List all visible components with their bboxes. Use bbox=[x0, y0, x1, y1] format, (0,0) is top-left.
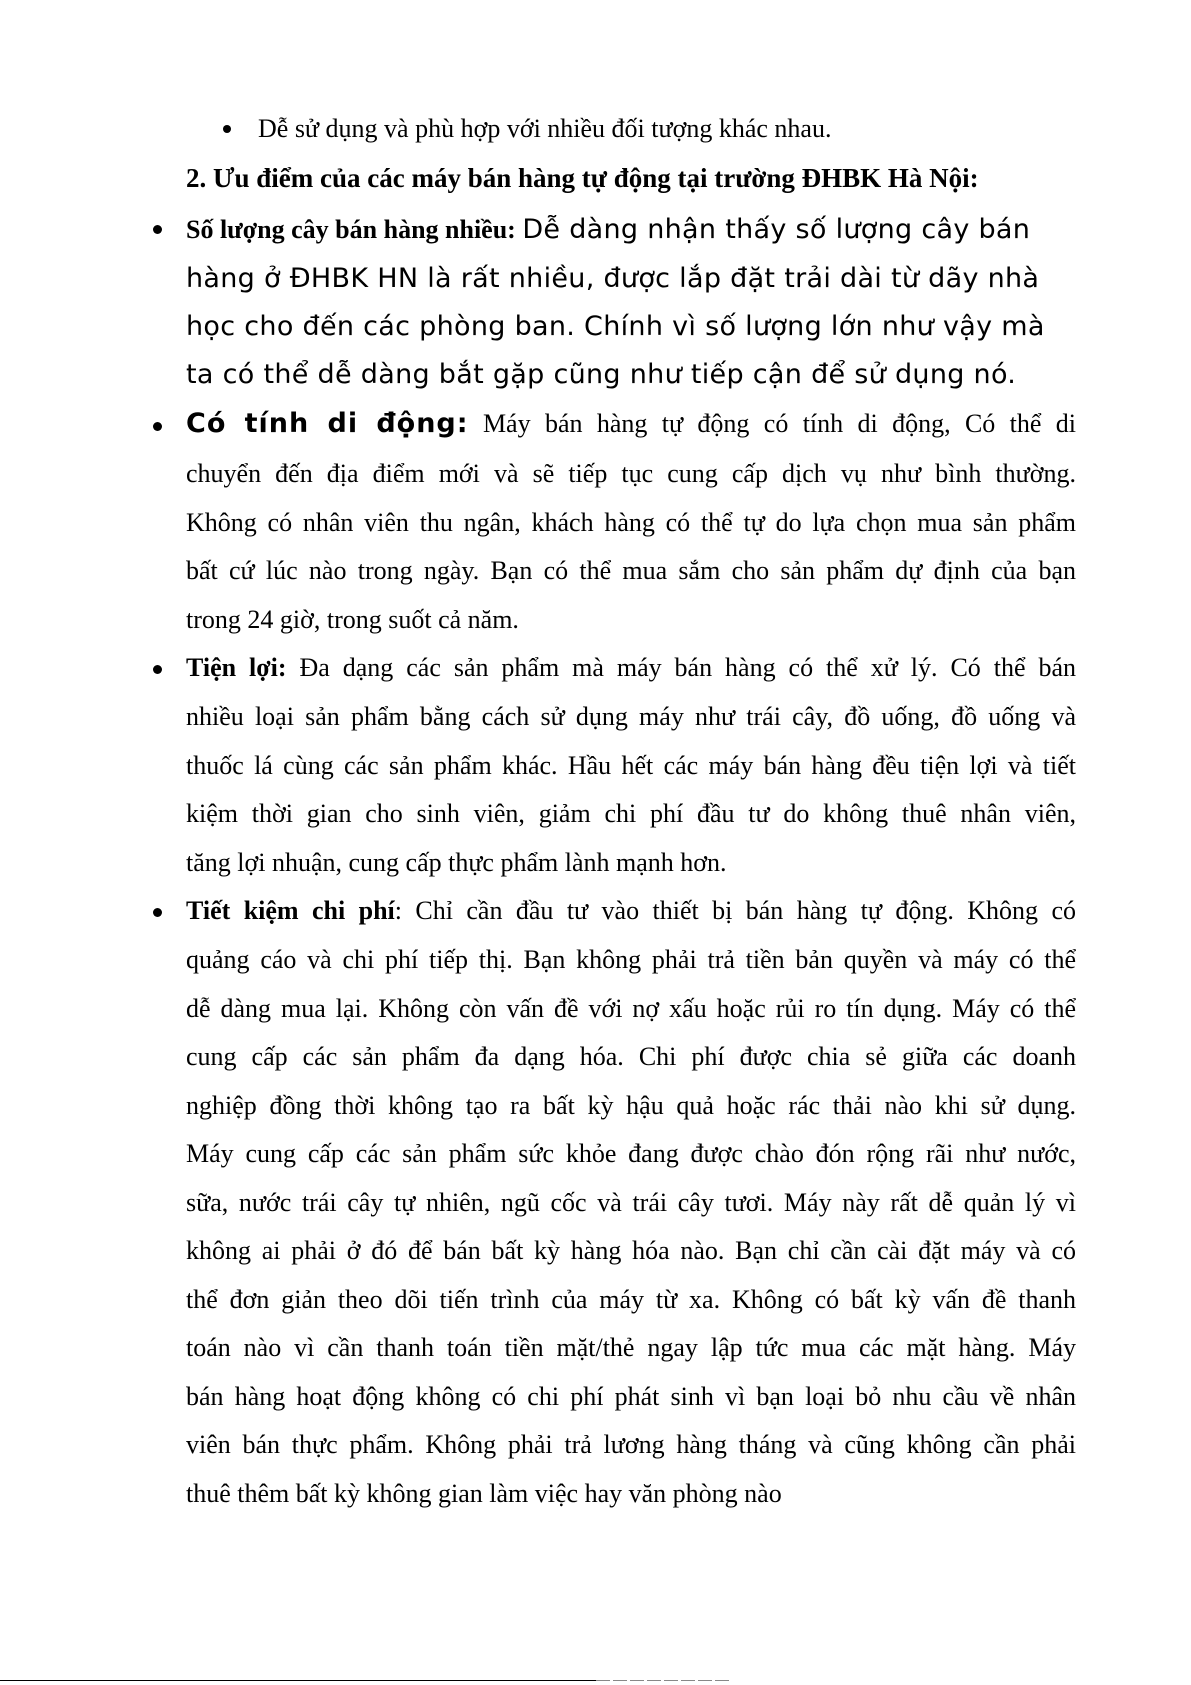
item-4-line-11: bán hàng hoạt động không có chi phí phát sinh vì bạn loại bỏ nhu cầu về nhân bbox=[186, 1382, 1076, 1411]
item-4-line-10: toán nào vì cần thanh toán tiền mặt/thẻ ngay lập tức mua các mặt hàng. Máy bbox=[186, 1333, 1076, 1362]
bullet-icon bbox=[223, 125, 231, 133]
page-bottom-dash bbox=[596, 1680, 731, 1681]
bullet-icon bbox=[153, 665, 162, 674]
item-2-line-4: bất cứ lúc nào trong ngày. Bạn có thể mua sắm cho sản phẩm dự định của bạn bbox=[186, 556, 1076, 585]
item-2-line-1 bbox=[186, 409, 1076, 439]
intro-bullet-text: Dễ sử dụng và phù hợp với nhiều đối tượng khác nhau. bbox=[258, 114, 832, 143]
bullet-icon bbox=[153, 422, 162, 431]
item-4-line-7: sữa, nước trái cây tự nhiên, ngũ cốc và trái cây tươi. Máy này rất dễ quản lý vì bbox=[186, 1188, 1076, 1217]
item-2-text: Máy bán hàng tự động có tính di động, Có thể di bbox=[482, 409, 1077, 438]
item-1-title: Số lượng cây bán hàng nhiều: bbox=[186, 215, 516, 244]
item-3-line-1 bbox=[186, 653, 1076, 683]
item-4-line-12: viên bán thực phẩm. Không phải trả lương hàng tháng và cũng không cần phải bbox=[186, 1430, 1076, 1459]
item-4-line-5: nghiệp đồng thời không tạo ra bất kỳ hậu quả hoặc rác thải nào khi sử dụng. bbox=[186, 1091, 1076, 1120]
item-4-text: : Chỉ cần đầu tư vào thiết bị bán hàng tự động. Không có bbox=[394, 896, 1076, 925]
item-4-line-1 bbox=[186, 896, 1076, 926]
section-heading: 2. Ưu điểm của các máy bán hàng tự động tại trường ĐHBK Hà Nội: bbox=[186, 163, 979, 193]
item-1-line-3: học cho đến các phòng ban. Chính vì số lượng lớn như vậy mà bbox=[186, 311, 1045, 342]
page-bottom-rule bbox=[0, 1680, 596, 1681]
item-3-line-2: nhiều loại sản phẩm bằng cách sử dụng máy như trái cây, đồ uống, đồ uống và bbox=[186, 702, 1076, 731]
item-3-line-4: kiệm thời gian cho sinh viên, giảm chi phí đầu tư do không thuê nhân viên, bbox=[186, 799, 1076, 828]
item-1-line-4: ta có thể dễ dàng bắt gặp cũng như tiếp cận để sử dụng nó. bbox=[186, 359, 1017, 390]
item-2-title: Có tính di động: bbox=[186, 408, 469, 439]
item-4-line-3: dễ dàng mua lại. Không còn vấn đề với nợ xấu hoặc rủi ro tín dụng. Máy có thể bbox=[186, 994, 1076, 1023]
bullet-icon bbox=[153, 908, 162, 917]
item-4-line-9: thể đơn giản theo dõi tiến trình của máy từ xa. Không có bất kỳ vấn đề thanh bbox=[186, 1285, 1076, 1314]
item-4-line-2: quảng cáo và chi phí tiếp thị. Bạn không phải trả tiền bản quyền và máy có thể bbox=[186, 945, 1076, 974]
item-1-text: Dễ dàng nhận thấy số lượng cây bán bbox=[522, 214, 1031, 245]
item-4-title: Tiết kiệm chi phí bbox=[186, 896, 395, 925]
item-2-line-5: trong 24 giờ, trong suốt cả năm. bbox=[186, 605, 519, 634]
item-4-line-4: cung cấp các sản phẩm đa dạng hóa. Chi phí được chia sẻ giữa các doanh bbox=[186, 1042, 1076, 1071]
item-3-line-3: thuốc lá cùng các sản phẩm khác. Hầu hết các máy bán hàng đều tiện lợi và tiết bbox=[186, 751, 1076, 780]
item-4-line-8: không ai phải ở đó để bán bất kỳ hàng hóa nào. Bạn chỉ cần cài đặt máy và có bbox=[186, 1236, 1076, 1265]
item-2-line-3: Không có nhân viên thu ngân, khách hàng có thể tự do lựa chọn mua sản phẩm bbox=[186, 508, 1076, 537]
item-1-line-1 bbox=[186, 213, 1030, 247]
item-3-text: Đa dạng các sản phẩm mà máy bán hàng có thể xử lý. Có thể bán bbox=[299, 653, 1076, 682]
item-1-line-2: hàng ở ĐHBK HN là rất nhiều, được lắp đặt trải dài từ dãy nhà bbox=[186, 263, 1040, 294]
item-4-line-6: Máy cung cấp các sản phẩm sức khỏe đang được chào đón rộng rãi như nước, bbox=[186, 1139, 1076, 1168]
item-3-line-5: tăng lợi nhuận, cung cấp thực phẩm lành mạnh hơn. bbox=[186, 848, 727, 877]
item-2-line-2: chuyển đến địa điểm mới và sẽ tiếp tục cung cấp dịch vụ như bình thường. bbox=[186, 459, 1076, 488]
bullet-icon bbox=[153, 225, 162, 234]
item-3-title: Tiện lợi: bbox=[186, 653, 287, 682]
item-4-line-13: thuê thêm bất kỳ không gian làm việc hay văn phòng nào bbox=[186, 1479, 782, 1508]
